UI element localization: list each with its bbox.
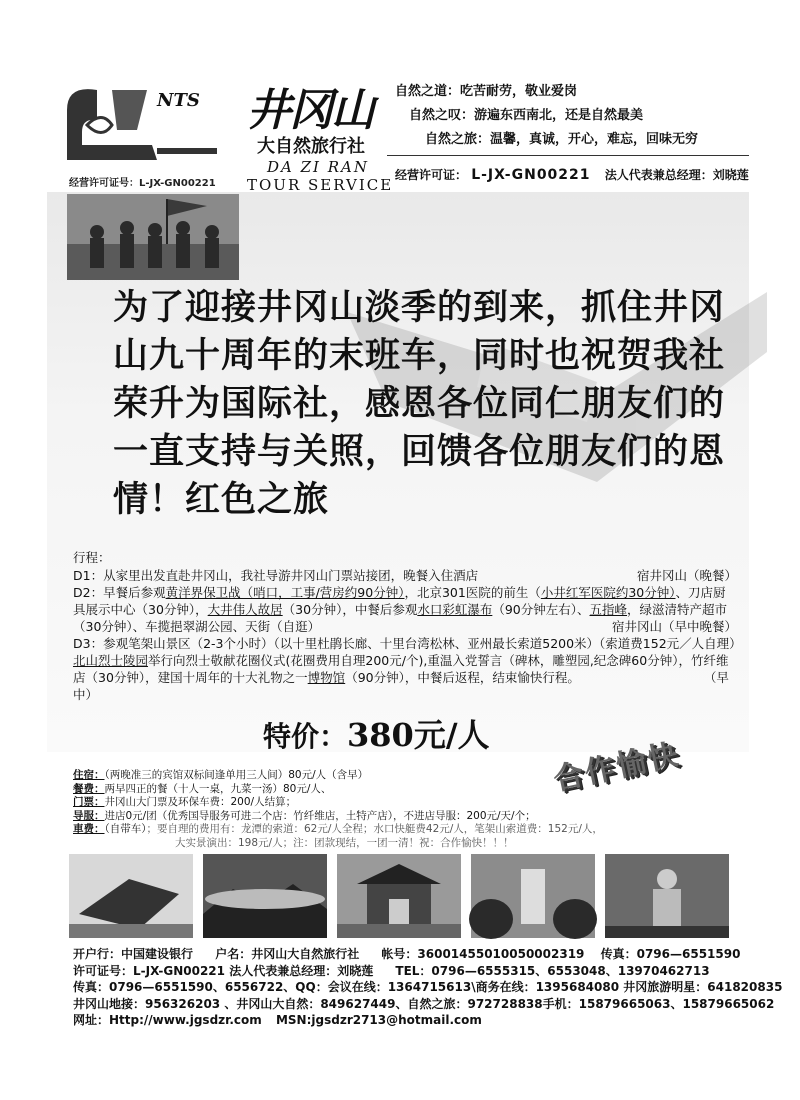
day2-spot: 大井伟人故居 bbox=[207, 602, 283, 617]
day3-text: （90分钟），中餐后返程，结束愉快行程。 bbox=[345, 670, 580, 685]
footer-web-row bbox=[73, 1012, 753, 1029]
price-tag bbox=[263, 710, 490, 756]
day2-text: （30分钟），中餐后参观 bbox=[282, 602, 418, 617]
account-number: 帐号：36001455010050002319 bbox=[381, 947, 585, 961]
day2-spot: 黄洋界保卫战（哨口，工事/营房约90分钟） bbox=[165, 585, 405, 600]
note-lodging bbox=[73, 769, 743, 783]
brand-name: 井冈山 bbox=[247, 85, 373, 136]
pavilion-photo-icon bbox=[337, 854, 461, 938]
memorial-stele-photo-icon bbox=[471, 854, 595, 938]
day1-text: D1：从家里出发直赴井冈山，我社导游井冈山门票站接团，晚餐入住酒店 bbox=[73, 568, 479, 583]
brand-en-line1: DA ZI RAN bbox=[267, 158, 369, 176]
photo-strip bbox=[69, 854, 729, 938]
note-extra-line: 大实景演出：198元/人；注：团款现结，一团一清！祝：合作愉快！！！ bbox=[175, 836, 514, 849]
website-link[interactable]: 网址：Http://www.jgsdzr.com bbox=[73, 1013, 262, 1028]
note-car bbox=[73, 823, 743, 837]
brand-subtitle: 大自然旅行社 bbox=[257, 136, 365, 157]
note-value: 两早四正的餐（十人一桌，九菜一汤）80元/人、 bbox=[104, 782, 332, 795]
hero-photo bbox=[67, 194, 239, 280]
company-logo bbox=[57, 70, 227, 188]
day2-spot: 五指峰 bbox=[589, 602, 628, 617]
note-key: 餐费： bbox=[73, 782, 105, 795]
bank: 开户行：中国建设银行 bbox=[73, 947, 194, 961]
itinerary-title: 行程： bbox=[73, 550, 111, 565]
itinerary bbox=[73, 549, 742, 703]
contact-footer bbox=[73, 946, 783, 1029]
mountain-clouds-photo-icon bbox=[203, 854, 327, 938]
fee-notes bbox=[73, 769, 743, 851]
day3-spot: 博物馆 bbox=[307, 670, 346, 685]
brand-en-line2: TOUR SERVICE bbox=[247, 176, 394, 194]
statue-photo-icon bbox=[605, 854, 729, 938]
day2-text: （90分钟左右）、 bbox=[492, 602, 590, 617]
day2-text: 、刀店厨具展示中心（30分钟）， bbox=[73, 585, 726, 617]
soldiers-image-icon bbox=[67, 194, 239, 280]
header-license bbox=[395, 166, 749, 183]
star-contact: 井冈旅游明星：641820835 bbox=[623, 980, 783, 995]
monument-photo-icon bbox=[69, 854, 193, 938]
flyer-page bbox=[47, 62, 783, 1047]
telephone: TEL：0796—6555315、6553048、13970462713 bbox=[395, 963, 710, 978]
logo-text: NTS bbox=[157, 90, 200, 111]
license-label: 经营许可证： bbox=[395, 168, 468, 182]
note-meals bbox=[73, 783, 743, 797]
legal-rep: 法人代表兼总经理：刘晓莲 bbox=[229, 963, 374, 978]
day2-text: ，绿滋清特产超市（30分钟）、车揽挹翠湖公园、天街（自逛） bbox=[73, 602, 728, 634]
manager-name: 法人代表兼总经理：刘晓莲 bbox=[604, 168, 749, 182]
day2-spot: 水口彩虹瀑布 bbox=[417, 602, 493, 617]
note-value: 进店0元/团（优秀国导服务可进二个店：竹纤维店，土特产店），不进店导服：200元/天/个； bbox=[104, 809, 536, 822]
footer-bank-row bbox=[73, 946, 753, 963]
note-key: 导服： bbox=[73, 809, 105, 822]
footer-license-row bbox=[73, 963, 753, 980]
note-value: 井冈山大门票及环保车费：200/人结算； bbox=[104, 796, 297, 809]
itinerary-day3 bbox=[73, 635, 742, 703]
day2-text: ，北京301医院的前生（ bbox=[404, 585, 541, 600]
note-guide bbox=[73, 810, 743, 824]
fax-qq: 传真：0796—6551590、6556722、QQ：会议在线：1364715613\商务在线：1395684080 bbox=[73, 980, 620, 995]
price-amount: 380元/人 bbox=[347, 716, 490, 754]
headline-text: 为了迎接井冈山淡季的到来，抓住井冈山九十周年的末班车，同时也祝贺我社荣升为国际社，感恩各位同仁朋友们的一直支持与关照，回馈各位朋友们的恩情！红色之旅 bbox=[113, 288, 726, 520]
account-name: 户名：井冈山大自然旅行社 bbox=[215, 947, 360, 961]
motto-item: 自然之旅：温馨，真诚，开心，难忘，回味无穷 bbox=[425, 132, 699, 147]
price-label: 特价： bbox=[263, 720, 348, 753]
day3-spot: 北山烈士陵园 bbox=[73, 653, 149, 668]
cooperation-stamp: 合作愉快 bbox=[550, 736, 683, 798]
day3-text: D3：参观笔架山景区（2-3个小时）（以十里杜鹃长廊、十里台湾松林、亚州最长索道5200米）（索道费152元／人自理） bbox=[73, 636, 742, 651]
fax: 传真：0796—6551590 bbox=[600, 947, 741, 961]
day2-spot: 小井红军医院约30分钟） bbox=[540, 585, 676, 600]
footer-fax-row bbox=[73, 979, 783, 996]
footer-qq-row: 井冈山地接：956326203 、井冈山大自然：849627449、自然之旅：972728838手机：15879665063、15879665062 bbox=[73, 996, 775, 1011]
motto-item: 自然之道：吃苦耐劳，敬业爱岗 bbox=[395, 84, 578, 99]
day3-text: 举行向烈士敬献花圈仪式(花圈费用自理200元/个),重温入党誓言（碑林，雕塑园,纪念碑60分钟），竹纤维店（30分钟），建国十周年的十大礼物之一 bbox=[73, 653, 729, 685]
note-extra: ；要自理的费用有：龙潭的索道：62元/人全程；水口快艇费42元/人，笔架山索道费：152元/人， bbox=[146, 823, 603, 836]
header-divider bbox=[387, 155, 749, 156]
motto-list bbox=[385, 80, 749, 152]
itinerary-day1 bbox=[73, 567, 737, 584]
motto-item: 自然之叹：游遍东西南北，还是自然最美 bbox=[409, 108, 644, 123]
msn-contact[interactable]: MSN:jgsdzr2713@hotmail.com bbox=[275, 1013, 482, 1028]
note-key: 住宿： bbox=[73, 769, 105, 781]
itinerary-day2 bbox=[73, 584, 737, 635]
nts-logo-icon bbox=[57, 70, 227, 170]
note-value: （自带车） bbox=[104, 823, 147, 836]
day2-text: D2：早餐后参观 bbox=[73, 585, 166, 600]
logo-license: 经营许可证号：L-JX-GN00221 bbox=[69, 178, 216, 189]
day3-meal: （早中） bbox=[73, 670, 729, 702]
license-number: L-JX-GN00221 bbox=[471, 167, 591, 183]
day2-stay: 宿井冈山（早中晚餐） bbox=[611, 619, 737, 634]
note-value: （两晚准三的宾馆双标间逢单用三人间）80元/人（含早） bbox=[104, 769, 369, 781]
note-key: 車费： bbox=[73, 823, 105, 836]
note-tickets bbox=[73, 796, 743, 810]
day1-stay: 宿井冈山（晚餐） bbox=[636, 568, 737, 583]
license: 许可证号：L-JX-GN00221 bbox=[73, 963, 225, 978]
note-key: 门票： bbox=[73, 796, 105, 809]
